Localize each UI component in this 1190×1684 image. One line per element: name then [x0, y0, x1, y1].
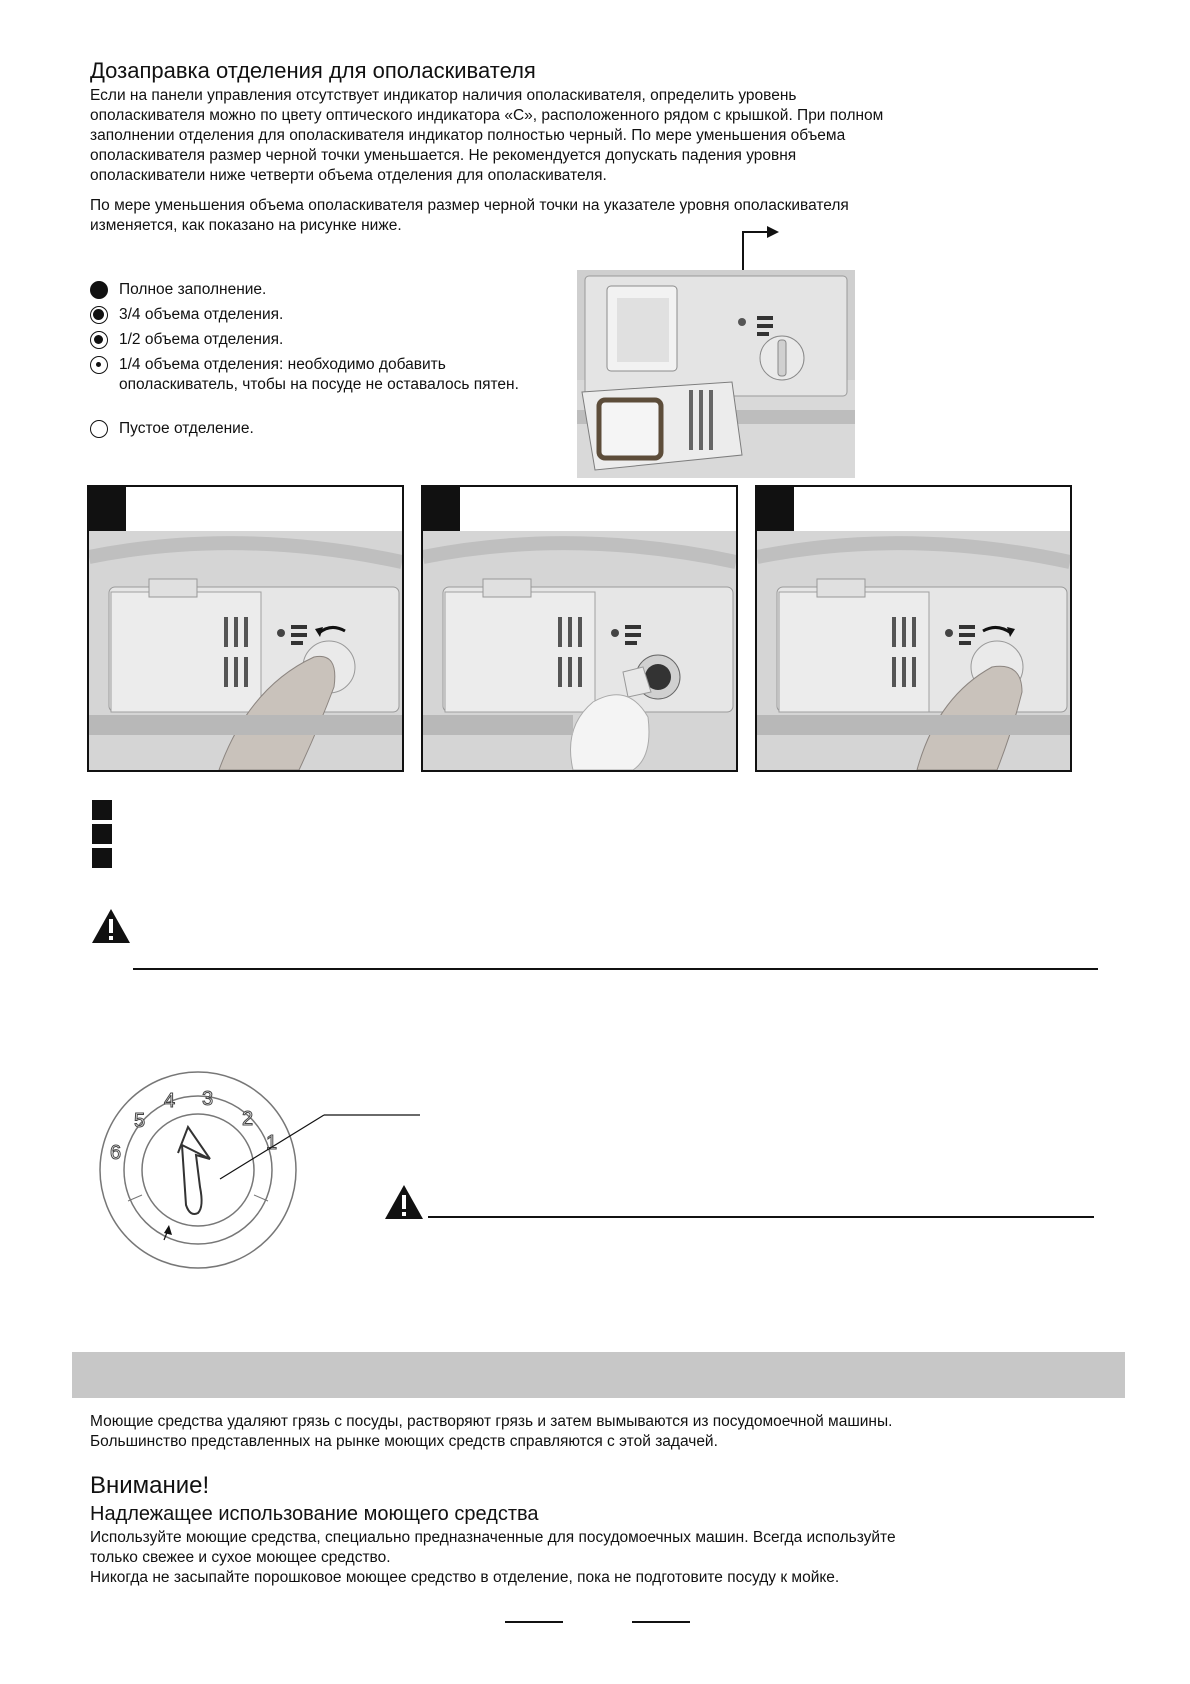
- three-quarter-level-icon: [90, 306, 108, 324]
- dispenser-photo: [577, 270, 855, 478]
- divider-line: [133, 968, 1098, 970]
- text-line: Если на панели управления отсутствует индикатор наличия ополаскивателя, определить уровень: [90, 87, 797, 104]
- detergent-intro-paragraph: [90, 1412, 1110, 1452]
- warning-icon: [90, 907, 132, 945]
- divider-line: [428, 1216, 1094, 1218]
- dial-number-4: 4: [164, 1090, 176, 1112]
- text-line: Никогда не засыпайте порошковое моющее средство в отделение, пока не подготовите посуду к мойке.: [90, 1569, 840, 1586]
- text-line: заполнении отделения для ополаскивателя индикатор полностью черный. По мере уменьшения объема: [90, 127, 846, 144]
- section-title-rinse-aid: Дозаправка отделения для ополаскивателя: [90, 58, 536, 83]
- full-level-icon: [90, 281, 108, 299]
- rinse-intro-paragraph: [90, 86, 1090, 186]
- step-photo-2: [421, 485, 738, 772]
- attention-heading: Внимание!: [90, 1472, 210, 1499]
- text-line: По мере уменьшения объема ополаскивателя размер черной точки на указателе уровня ополаскивателя: [90, 197, 849, 214]
- step-photo-3: [755, 485, 1072, 772]
- level-label: 3/4 объема отделения.: [119, 306, 284, 323]
- level-label: 1/4 объема отделения: необходимо добавить ополаскиватель, чтобы на посуде не оставалось пятен.: [119, 356, 519, 393]
- half-level-icon: [90, 331, 108, 349]
- step-marker-2: [92, 824, 112, 844]
- level-label: Пустое отделение.: [119, 420, 254, 437]
- dial-number-3: 3: [202, 1088, 214, 1110]
- rinse-dial-diagram: [90, 1055, 430, 1270]
- dial-number-1: 1: [266, 1132, 278, 1154]
- step-marker-1: [92, 800, 112, 820]
- text-line: изменяется, как показано на рисунке ниже.: [90, 217, 402, 234]
- subtitle-heading: Надлежащее использование моющего средства: [90, 1503, 539, 1525]
- dial-number-5: 5: [134, 1110, 146, 1132]
- text-line: ополаскивателя можно по цвету оптического индикатора «C», расположенного рядом с крышкой. При полном: [90, 107, 884, 124]
- empty-level-icon: [90, 420, 108, 438]
- step-photo-1: [87, 485, 404, 772]
- step-marker-3: [92, 848, 112, 868]
- text-line: Большинство представленных на рынке моющих средств справляются с этой задачей.: [90, 1433, 718, 1450]
- quarter-level-icon: [90, 356, 108, 374]
- text-line: ополаскиватели ниже четверти объема отделения для ополаскивателя.: [90, 167, 607, 184]
- level-label: 1/2 объема отделения.: [119, 331, 284, 348]
- detergent-body-paragraph: [90, 1528, 1110, 1588]
- text-line: Используйте моющие средства, специально предназначенные для посудомоечных машин. Всегда используйте: [90, 1529, 896, 1546]
- dial-number-6: 6: [110, 1142, 122, 1164]
- indicator-paragraph: [90, 196, 1090, 236]
- text-line: только свежее и сухое моющее средство.: [90, 1549, 391, 1566]
- section-header-band: [72, 1352, 1125, 1398]
- text-line: Моющие средства удаляют грязь с посуды, растворяют грязь и затем вымываются из посудомоечной машины.: [90, 1413, 893, 1430]
- warning-icon: [383, 1183, 425, 1221]
- footer-rule-left: [505, 1621, 563, 1623]
- text-line: ополаскивателя размер черной точки уменьшается. Не рекомендуется допускать падения уровня: [90, 147, 797, 164]
- dial-number-2: 2: [242, 1108, 254, 1130]
- footer-rule-right: [632, 1621, 690, 1623]
- level-label: Полное заполнение.: [119, 281, 267, 298]
